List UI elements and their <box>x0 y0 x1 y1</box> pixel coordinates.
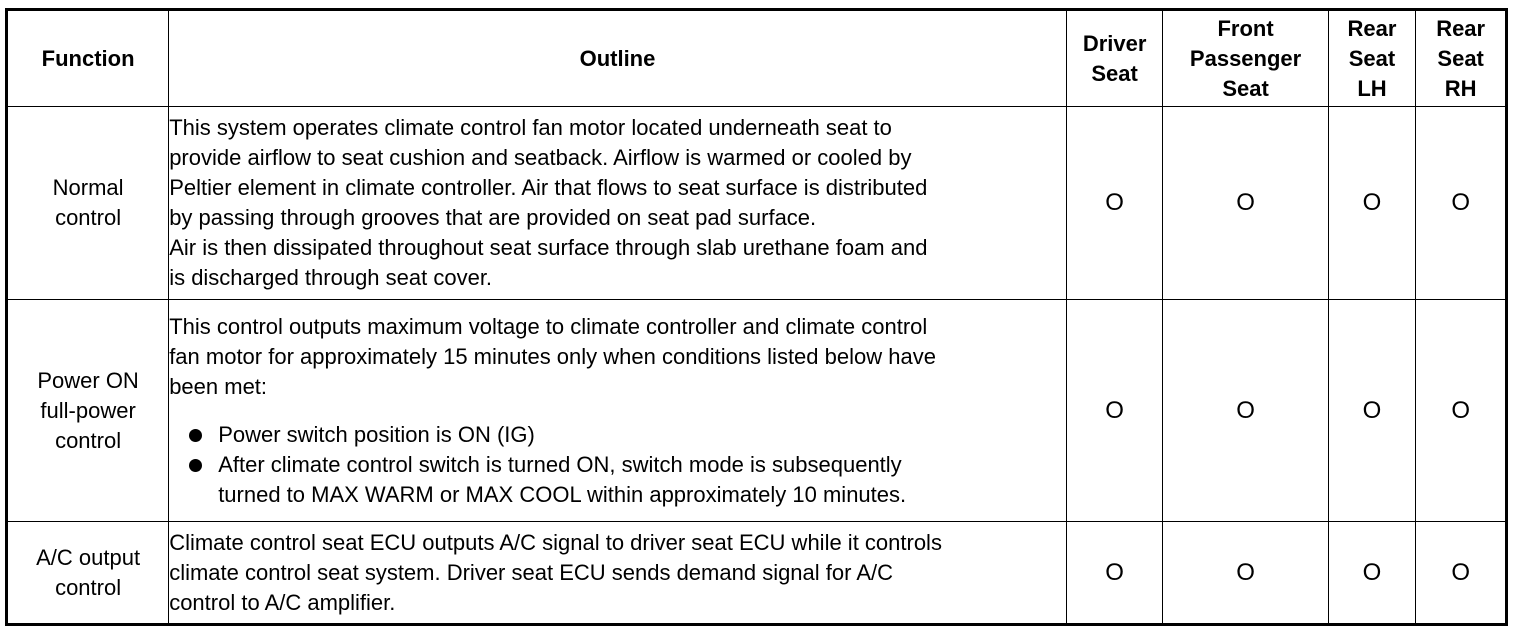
header-outline-label: Outline <box>579 45 656 71</box>
applicable-mark: O <box>1451 189 1470 216</box>
outline-text: Air is then dissipated throughout seat surface through slab urethane foam and <box>169 235 928 260</box>
outline-text: control to A/C amplifier. <box>169 589 396 615</box>
function-label: control <box>55 427 122 453</box>
conditions-list <box>169 420 1066 510</box>
outline-cell <box>169 522 1067 625</box>
header-driver-line: Driver <box>1082 30 1147 56</box>
header-rear-rh-line: RH <box>1444 75 1477 101</box>
outline-text: is discharged through seat cover. <box>169 265 493 290</box>
driver-seat-cell <box>1066 522 1163 625</box>
front-passenger-seat-cell <box>1163 300 1328 522</box>
front-passenger-seat-cell <box>1163 522 1328 625</box>
list-item <box>169 420 1066 450</box>
rear-seat-lh-cell <box>1328 522 1416 625</box>
applicable-mark: O <box>1451 396 1470 424</box>
applicable-mark: O <box>1236 396 1255 424</box>
climate-seat-function-table <box>5 8 1508 626</box>
header-driver-seat <box>1066 10 1163 107</box>
outline-text: by passing through grooves that are provided on seat pad surface. <box>169 205 817 230</box>
header-rear-lh-line: LH <box>1357 75 1387 101</box>
header-front-passenger-seat <box>1163 10 1328 107</box>
outline-text: This system operates climate control fan motor located underneath seat to <box>169 115 892 140</box>
applicable-mark: O <box>1362 189 1382 216</box>
header-rear-rh-line: Rear <box>1436 15 1486 41</box>
applicable-mark: O <box>1362 396 1382 424</box>
outline-text: been met: <box>169 373 268 399</box>
driver-seat-cell <box>1066 107 1163 300</box>
header-driver-line: Seat <box>1091 60 1138 86</box>
bullet-text: After climate control switch is turned ON, switch mode is subsequently <box>218 451 902 477</box>
function-cell <box>7 300 169 522</box>
bullet-icon <box>189 429 202 442</box>
outline-text: fan motor for approximately 15 minutes only when conditions listed below have <box>169 343 936 369</box>
driver-seat-cell <box>1066 300 1163 522</box>
applicable-mark: O <box>1105 396 1124 424</box>
header-rear-seat-lh <box>1328 10 1416 107</box>
outline-text: Peltier element in climate controller. Air that flows to seat surface is distributed <box>169 175 928 200</box>
outline-text: climate control seat system. Driver seat ECU sends demand signal for A/C <box>169 559 894 585</box>
applicable-mark: O <box>1105 558 1124 586</box>
applicable-mark: O <box>1362 558 1382 586</box>
header-row <box>7 10 1507 107</box>
rear-seat-lh-cell <box>1328 300 1416 522</box>
applicable-mark: O <box>1236 558 1255 586</box>
table-row <box>7 107 1507 300</box>
header-rear-rh-line: Seat <box>1437 45 1484 71</box>
function-label: A/C output <box>36 544 141 570</box>
outline-text: Climate control seat ECU outputs A/C signal to driver seat ECU while it controls <box>169 529 942 555</box>
outline-text: This control outputs maximum voltage to climate controller and climate control <box>169 313 928 339</box>
list-item <box>169 450 1066 510</box>
outline-text: provide airflow to seat cushion and seatback. Airflow is warmed or cooled by <box>169 145 912 170</box>
applicable-mark: O <box>1236 189 1255 216</box>
header-front-line: Passenger <box>1189 45 1302 71</box>
header-front-line: Seat <box>1222 75 1269 101</box>
function-cell <box>7 107 169 300</box>
bullet-icon <box>189 459 202 472</box>
front-passenger-seat-cell <box>1163 107 1328 300</box>
function-label: full-power <box>40 397 136 423</box>
rear-seat-rh-cell <box>1416 107 1507 300</box>
outline-cell <box>169 300 1067 522</box>
rear-seat-rh-cell <box>1416 522 1507 625</box>
header-function <box>7 10 169 107</box>
function-label: Normal <box>52 175 124 200</box>
header-rear-seat-rh <box>1416 10 1507 107</box>
table-row <box>7 300 1507 522</box>
header-function-label: Function <box>41 45 135 71</box>
function-label: control <box>55 574 122 600</box>
header-outline <box>169 10 1067 107</box>
bullet-text: Power switch position is ON (IG) <box>218 421 535 447</box>
rear-seat-rh-cell <box>1416 300 1507 522</box>
rear-seat-lh-cell <box>1328 107 1416 300</box>
table-row <box>7 522 1507 625</box>
header-rear-lh-line: Rear <box>1347 15 1397 41</box>
function-cell <box>7 522 169 625</box>
bullet-text: turned to MAX WARM or MAX COOL within approximately 10 minutes. <box>218 481 907 507</box>
function-label: control <box>55 205 122 230</box>
header-front-line: Front <box>1217 15 1274 41</box>
function-label: Power ON <box>37 367 139 393</box>
applicable-mark: O <box>1451 558 1470 586</box>
applicable-mark: O <box>1105 189 1124 216</box>
header-rear-lh-line: Seat <box>1348 45 1396 71</box>
outline-cell <box>169 107 1067 300</box>
